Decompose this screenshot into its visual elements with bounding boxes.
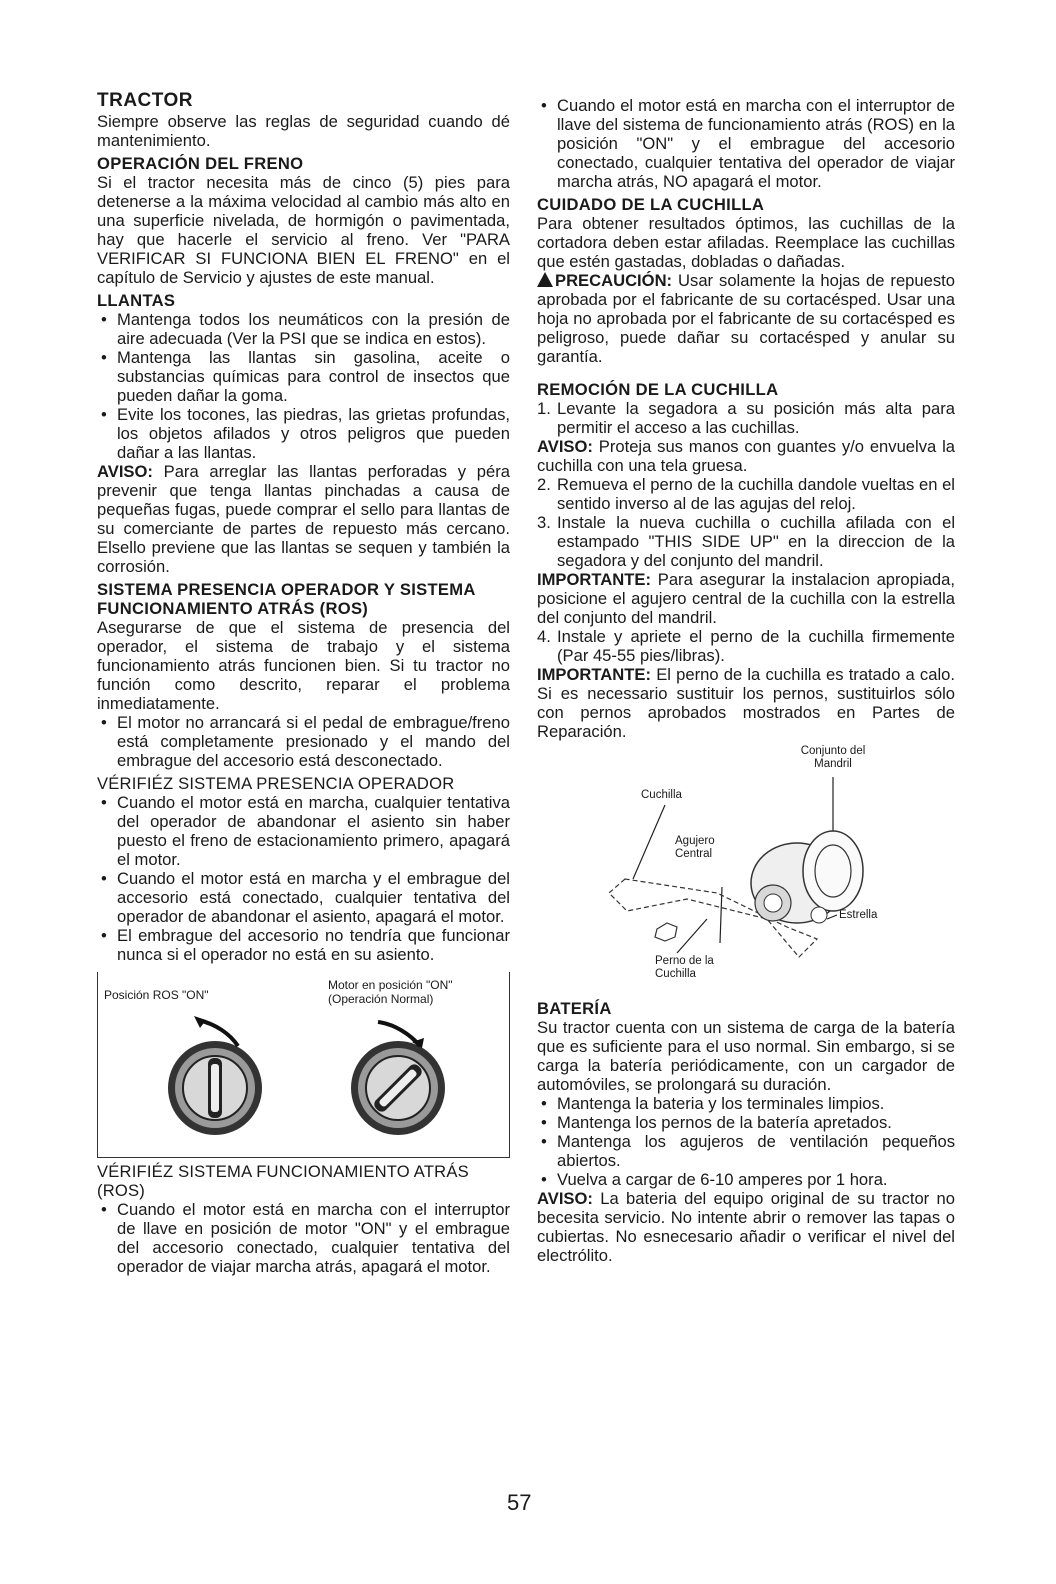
ignition-switch-ros-icon <box>168 1016 262 1135</box>
ros-list <box>537 96 955 191</box>
importante-label: IMPORTANTE: <box>537 570 651 589</box>
list-item: • Mantenga todos los neumáticos con la presión de aire adecuada (Ver la PSI que se indica en estos). <box>97 310 510 348</box>
aviso-text: La bateria del equipo original de su tractor no becesita servicio. No intente abrir o remover las tapas o cubiertas. No esnecesario añadir o verificar el nivel del electrólito. <box>537 1189 955 1265</box>
remocion-steps-3 <box>537 627 955 665</box>
step-4 <box>537 627 955 665</box>
remocion-aviso <box>537 437 955 475</box>
list-item: • Mantenga la bateria y los terminales limpios. <box>537 1094 955 1113</box>
precaucion-label: PRECAUCIÓN: <box>555 271 673 290</box>
ignition-switches-illustration <box>98 972 511 1157</box>
step-number: 2. <box>537 475 551 494</box>
step-text: Remueva el perno de la cuchilla dandole vueltas en el sentido inverso al de las agujas del reloj. <box>557 475 955 513</box>
freno-text: Si el tractor necesita más de cinco (5) pies para detenerse a la máxima velocidad al cambio más alto en una superficie nivelada, de hormigón o pavimentada, hay que hacerle el servicio al freno. Ver "PARA VERIFICAR SI FUNCIONA BIEN EL FRENO" en el capítulo de Servicio y ajustes de este manual. <box>97 173 510 287</box>
step-number: 1. <box>537 399 551 418</box>
precaucion-text: Usar solamente la hojas de repuesto aprobada por el fabricante de su cortacésped. Usar una hoja no aprobada por el fabricante de su cortacésped es peligroso, puede dañar su cortacésped y anular su garantía. <box>537 271 955 366</box>
importante-paragraph <box>537 570 955 627</box>
list-item: • Cuando el motor está en marcha con el interruptor de llave del sistema de funcionamiento atrás (ROS) en la posición "ON" y el embrague del accesorio conectado, cualquier tentativa del operador de viajar marcha atrás, NO apagará el motor. <box>537 96 955 191</box>
llantas-aviso <box>97 462 510 576</box>
verif-ros-list <box>97 1200 510 1276</box>
list-item: • Cuando el motor está en marcha y el embrague del accesorio está conectado, cualquier tentativa del operador de abandonar el asiento, apagará el motor. <box>97 869 510 926</box>
step-text: Instale y apriete el perno de la cuchilla firmemente (Par 45-55 pies/libras). <box>557 627 955 665</box>
list-item: • Cuando el motor está en marcha, cualquier tentativa del operador de abandonar el asiento sin haber puesto el freno de estacionamiento primero, apagará el motor. <box>97 793 510 869</box>
blade-diagram <box>537 743 955 993</box>
list-item: • Evite los tocones, las piedras, las grietas profundas, los objetos afilados y otros peligros que pueden dañar a las llantas. <box>97 405 510 462</box>
sistema-list <box>97 713 510 770</box>
warning-icon <box>537 272 553 287</box>
bateria-heading: BATERÍA <box>537 999 612 1018</box>
verif-heading: VÉRIFIÉZ SISTEMA PRESENCIA OPERADOR <box>97 774 455 793</box>
cuidado-text: Para obtener resultados óptimos, las cuchillas de la cortadora deben estar afiladas. Reemplace las cuchillas que estén gastadas, dobladas o dañadas. <box>537 214 955 271</box>
ros-on-label: Posición ROS "ON" <box>104 988 209 1002</box>
importante-text: Para asegurar la instalacion apropiada, posicione el agujero central de la cuchilla con la estrella del conjunto del mandril. <box>537 570 955 627</box>
list-item: • Mantenga los pernos de la batería apretados. <box>537 1113 955 1132</box>
ignition-switch-motor-icon <box>351 1022 445 1135</box>
list-item: • El embrague del accesorio no tendría que funcionar nunca si el operador no está en su asiento. <box>97 926 510 964</box>
page-number: 57 <box>507 1490 532 1515</box>
label-cuchilla: Cuchilla <box>641 789 682 801</box>
llantas-list <box>97 310 510 462</box>
bateria-text: Su tractor cuenta con un sistema de carga de la batería que es suficiente para el uso normal. Sin embargo, si se carga la batería periódicamente, con un cargador de automóviles, se prolongará su duración. <box>537 1018 955 1094</box>
importante2-paragraph <box>537 665 955 741</box>
step-1 <box>537 399 955 437</box>
step-number: 4. <box>537 627 551 646</box>
aviso-label: AVISO: <box>537 437 593 456</box>
blade-assembly-illustration <box>537 743 955 993</box>
sistema-text: Asegurarse de que el sistema de presencia del operador, el sistema de trabajo y el sistema funcionamiento atrás funcionen bien. Si tu tractor no función como descrito, reparar el problema inmediatamente. <box>97 618 510 713</box>
label-agujero: Agujero Central <box>675 835 715 860</box>
importante-label: IMPORTANTE: <box>537 665 651 684</box>
list-item: • El motor no arrancará si el pedal de embrague/freno está completamente presionado y el mando del embrague del accesorio está desconectado. <box>97 713 510 770</box>
list-item: • Cuando el motor está en marcha con el interruptor de llave en posición de motor "ON" y el embrague del accesorio conectado, cualquier tentativa del operador de viajar marcha atrás, apagará el motor. <box>97 1200 510 1276</box>
label-conjunto: Conjunto del Mandril <box>800 745 866 770</box>
remocion-steps-2 <box>537 475 955 570</box>
list-item: • Mantenga las llantas sin gasolina, aceite o substancias químicas para control de insectos que pueden dañar la goma. <box>97 348 510 405</box>
list-item: • Mantenga los agujeros de ventilación pequeños abiertos. <box>537 1132 955 1170</box>
label-perno: Perno de la Cuchilla <box>655 955 714 980</box>
precaucion-paragraph <box>537 271 955 366</box>
aviso-text: Para arreglar las llantas perforadas y péra prevenir que tenga llantas pinchadas a causa de pequeñas fugas, puede comprar el sello para llantas de su comerciante de partes de repuesto más cercano. Elsello previene que las llantas se sequen y también la corrosión. <box>97 462 510 576</box>
list-item: • Vuelva a cargar de 6-10 amperes por 1 hora. <box>537 1170 955 1189</box>
right-column <box>537 96 955 1265</box>
importante-text: El perno de la cuchilla es tratado a calo. Si es necessario sustituir los pernos, sustituirlos sólo con pernos aprobados mostrados en Partes de Reparación. <box>537 665 955 741</box>
verif-ros-heading: VÉRIFIÉZ SISTEMA FUNCIONAMIENTO ATRÁS (ROS) <box>97 1162 469 1200</box>
bateria-list <box>537 1094 955 1189</box>
motor-on-label: Motor en posición "ON" (Operación Normal) <box>328 978 453 1006</box>
cuidado-heading: CUIDADO DE LA CUCHILLA <box>537 195 765 214</box>
label-estrella: Estrella <box>839 909 878 921</box>
freno-heading: OPERACIÓN DEL FRENO <box>97 154 304 173</box>
aviso-label: AVISO: <box>97 462 153 481</box>
tractor-intro: Siempre observe las reglas de seguridad cuando dé mantenimiento. <box>97 112 510 150</box>
tractor-heading: TRACTOR <box>97 90 194 111</box>
llantas-heading: LLANTAS <box>97 291 176 310</box>
ignition-figure <box>97 972 510 1158</box>
step-2 <box>537 475 955 513</box>
left-column <box>97 90 510 1276</box>
aviso-label: AVISO: <box>537 1189 593 1208</box>
sistema-heading: SISTEMA PRESENCIA OPERADOR Y SISTEMA FUNCIONAMIENTO ATRÁS (ROS) <box>97 580 476 618</box>
step-number: 3. <box>537 513 551 532</box>
verif-list <box>97 793 510 964</box>
step-text: Instale la nueva cuchilla o cuchilla afilada con el estampado "THIS SIDE UP" en la direccion de la segadora y del conjunto del mandril. <box>557 513 955 570</box>
step-text: Levante la segadora a su posición más alta para permitir el acceso a las cuchillas. <box>557 399 955 437</box>
remocion-steps <box>537 399 955 437</box>
remocion-heading: REMOCIÓN DE LA CUCHILLA <box>537 380 779 399</box>
step-3 <box>537 513 955 570</box>
aviso-text: Proteja sus manos con guantes y/o envuelva la cuchilla con una tela gruesa. <box>537 437 955 475</box>
bateria-aviso <box>537 1189 955 1265</box>
